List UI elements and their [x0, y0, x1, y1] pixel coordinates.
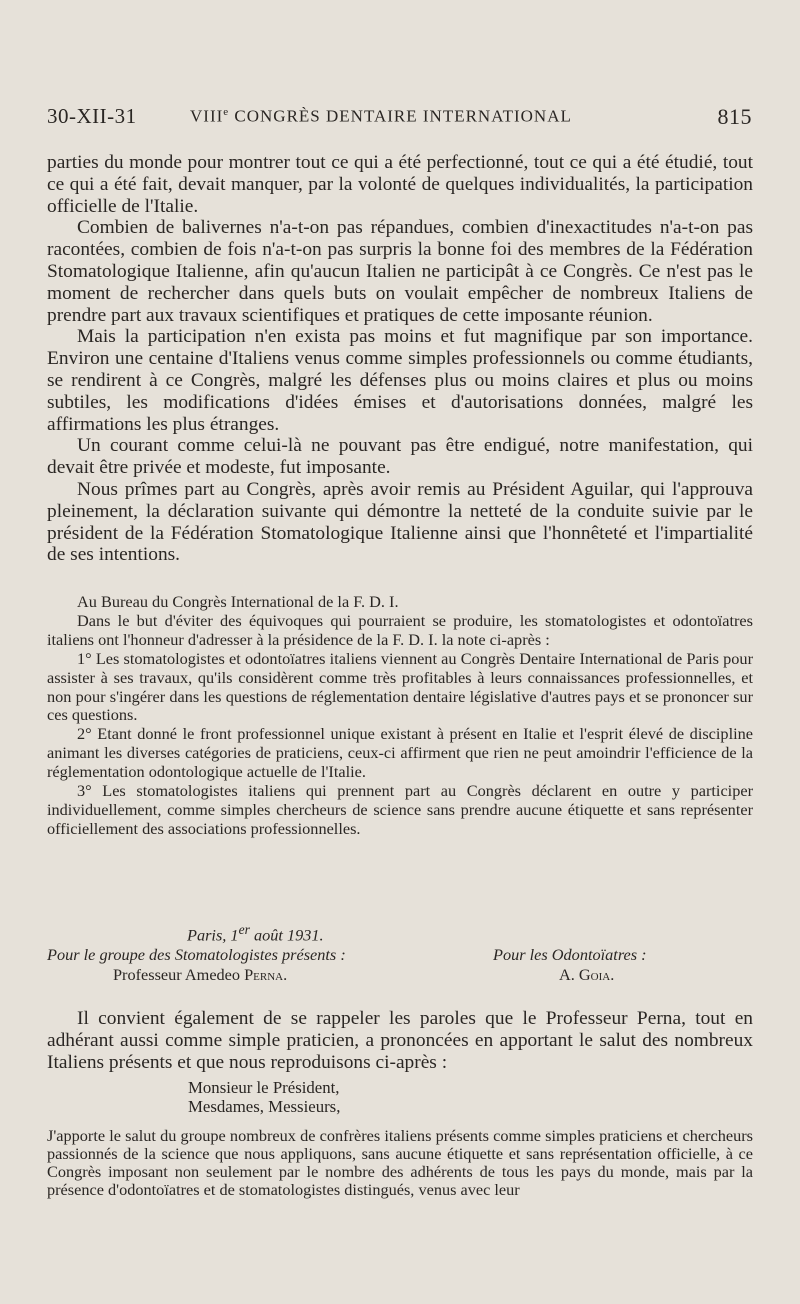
- main-text: [47, 152, 753, 566]
- paragraph: Il convient également de se rappeler les paroles que le Professeur Perna, tout en adhérant aussi comme simple praticien, a prononcées en apportant le salut des nombreux Italiens présents et que nous reproduisons ci-après :: [47, 1008, 753, 1073]
- declaration-paragraph: 2° Etant donné le front professionnel unique existant à présent en Italie et l'esprit élevé de discipline animant les diverses catégories de praticiens, ceux-ci affirment que rien ne peut amoindrir l'efficience de la réglementation odontologique actuelle de l'Italie.: [47, 724, 753, 782]
- paragraph: Mais la participation n'en exista pas moins et fut magnifique par son importance. Environ une centaine d'Italiens venus comme simples professionnels ou comme étudiants, se rendirent à ce Congrès, malgré les défenses plus ou moins claires et plus ou moins subtiles, les modifications d'idées émises et d'autorisations données, malgré les affirmations les plus étranges.: [47, 326, 753, 435]
- signature-block: [47, 920, 753, 985]
- declaration-paragraph: 1° Les stomatologistes et odontoïatres italiens viennent au Congrès Dentaire International de Paris pour assister à ses travaux, qu'ils considèrent comme très profitables à leurs connaissances professionnelles, et non pour s'ingérer dans les questions de réglementation dentaire législative d'autres pays et se prononcer sur ces questions.: [47, 648, 753, 725]
- header-title: VIIIe CONGRÈS DENTAIRE INTERNATIONAL: [190, 106, 572, 126]
- declaration-paragraph: Dans le but d'éviter des équivoques qui pourraient se produire, les stomatologistes et odontoïatres italiens ont l'honneur d'adresser à la présidence de la F. D. I. la note ci-après :: [47, 610, 753, 649]
- running-header: [47, 102, 752, 132]
- paragraph: Nous prîmes part au Congrès, après avoir remis au Président Aguilar, qui l'approuva pleinement, la déclaration suivante qui démontre la netteté de la conduite suivie par le président de la Fédération Stomatologique Italienne ainsi que l'honnêteté et l'impartialité de ses intentions.: [47, 478, 753, 566]
- paragraph: parties du monde pour montrer tout ce qui a été perfectionné, tout ce qui a été étudié, tout ce qui a été fait, devait manquer, par la volonté de quelques individualités, la participation officielle de l'Italie.: [47, 152, 753, 217]
- declaration-paragraph: 3° Les stomatologistes italiens qui prennent part au Congrès déclarent en outre y participer individuellement, comme simples chercheurs de science sans prendre aucune étiquette et sans représenter officiellement des associations professionnelles.: [47, 781, 753, 838]
- declaration-addressee: Au Bureau du Congrès International de la F. D. I.: [77, 592, 399, 611]
- page-number: 815: [717, 104, 752, 129]
- signature-right-name: A. Goia.: [559, 965, 615, 985]
- declaration-quote: [47, 593, 753, 839]
- speech-address: Monsieur le Président, Mesdames, Messieurs,: [188, 1078, 341, 1116]
- paragraph: Combien de balivernes n'a-t-on pas répandues, combien d'inexactitudes n'a-t-on pas racontées, combien de fois n'a-t-on pas surpris la bonne foi des membres de la Fédération Stomatologique Italienne, afin qu'aucun Italien ne participât à ce Congrès. Ce n'est pas le moment de rechercher dans quels buts on voulait empêcher de nombreux Italiens de prendre part aux travaux scientifiques et pratiques de cette imposante réunion.: [47, 217, 753, 326]
- header-date: 30-XII-31: [47, 104, 137, 128]
- signature-right-title: Pour les Odontoïatres :: [493, 945, 647, 965]
- paragraph: J'apporte le salut du groupe nombreux de confrères italiens présents comme simples praticiens et chercheurs passionnés de la science que nous appliquons, sans aucune étiquette et sans représentation officielle, à ce Congrès imposant non seulement par le nombre des adhérents de tous les pays du monde, mais par la présence d'odontoïatres et de stomatologistes distingués, venus avec leur: [47, 1126, 753, 1199]
- signature-left-title: Pour le groupe des Stomatologistes présents :: [47, 945, 346, 965]
- signature-left-name: Professeur Amedeo Perna.: [113, 965, 288, 985]
- paragraph: Un courant comme celui-là ne pouvant pas être endigué, notre manifestation, qui devait être privée et modeste, fut imposante.: [47, 435, 753, 479]
- signature-date: Paris, 1er août 1931.: [187, 922, 324, 945]
- closing-text: [47, 1008, 753, 1073]
- speech-text: [47, 1127, 753, 1199]
